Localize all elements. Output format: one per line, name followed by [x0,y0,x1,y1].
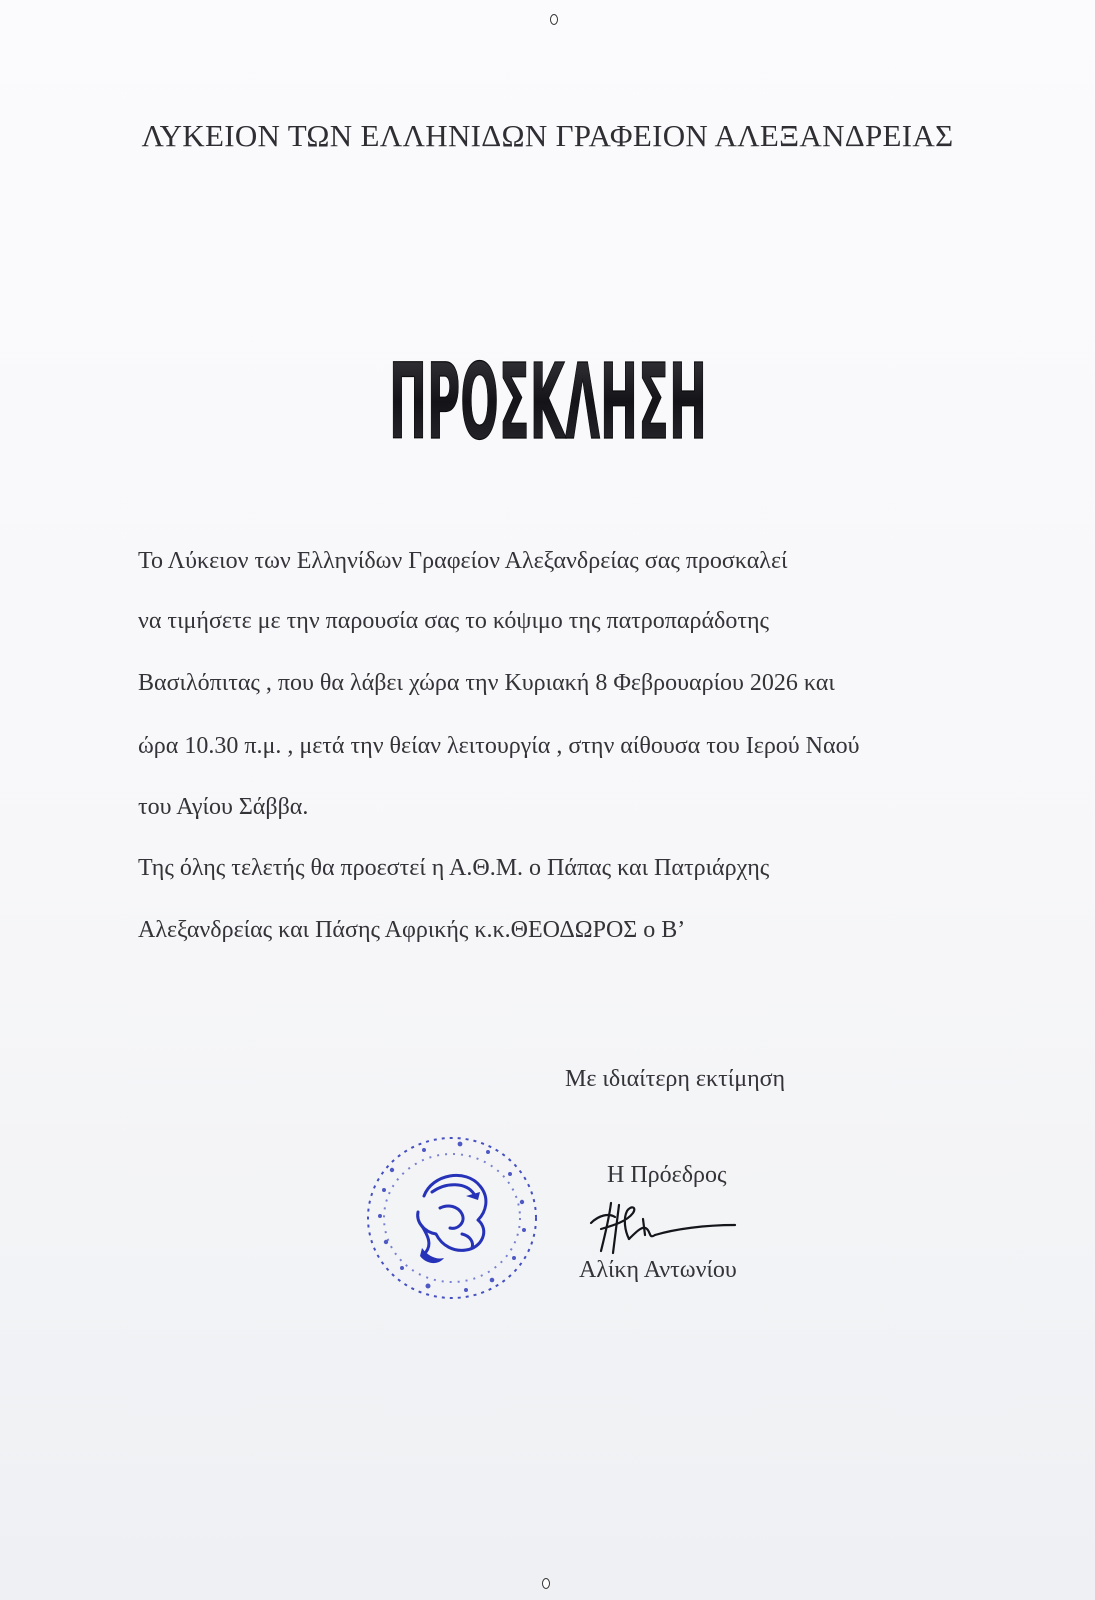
invitation-title-text: ΠΡΟΣΚΛΗΣΗ [388,341,707,463]
body-line-2: να τιμήσετε με την παρουσία σας το κόψιμο της πατροπαράδοτης [138,608,770,634]
punch-hole-bottom [542,1578,550,1589]
body-line-3: Βασιλόπιτας , που θα λάβει χώρα την Κυριακή 8 Φεβρουαρίου 2026 και [138,670,835,696]
closing-salutation: Με ιδιαίτερη εκτίμηση [565,1066,786,1092]
invitation-title [0,336,1095,462]
body-line-1: Το Λύκειον των Ελληνίδων Γραφείον Αλεξανδρείας σας προσκαλεί [138,548,788,574]
signatory-role: Η Πρόεδρος [607,1162,727,1188]
body-line-6: Της όλης τελετής θα προεστεί η Α.Θ.Μ. ο Πάπας και Πατριάρχης [138,855,770,881]
signatory-name: Αλίκη Αντωνίου [579,1257,737,1283]
organization-seal-icon [362,1130,542,1310]
body-line-4: ώρα 10.30 π.μ. , μετά την θείαν λειτουργία , στην αίθουσα του Ιερού Ναού [138,733,860,759]
organization-header: ΛΥΚΕΙΟΝ ΤΩΝ ΕΛΛΗΝΙΔΩΝ ΓΡΑΦΕΙΟΝ ΑΛΕΞΑΝΔΡΕΙΑΣ [141,118,954,153]
body-line-5: του Αγίου Σάββα. [138,794,309,820]
body-line-7: Αλεξανδρείας και Πάσης Αφρικής κ.κ.ΘΕΟΔΩΡΟΣ ο Β’ [138,917,686,943]
invitation-title-graphic [378,336,718,462]
punch-hole-top [550,14,558,25]
